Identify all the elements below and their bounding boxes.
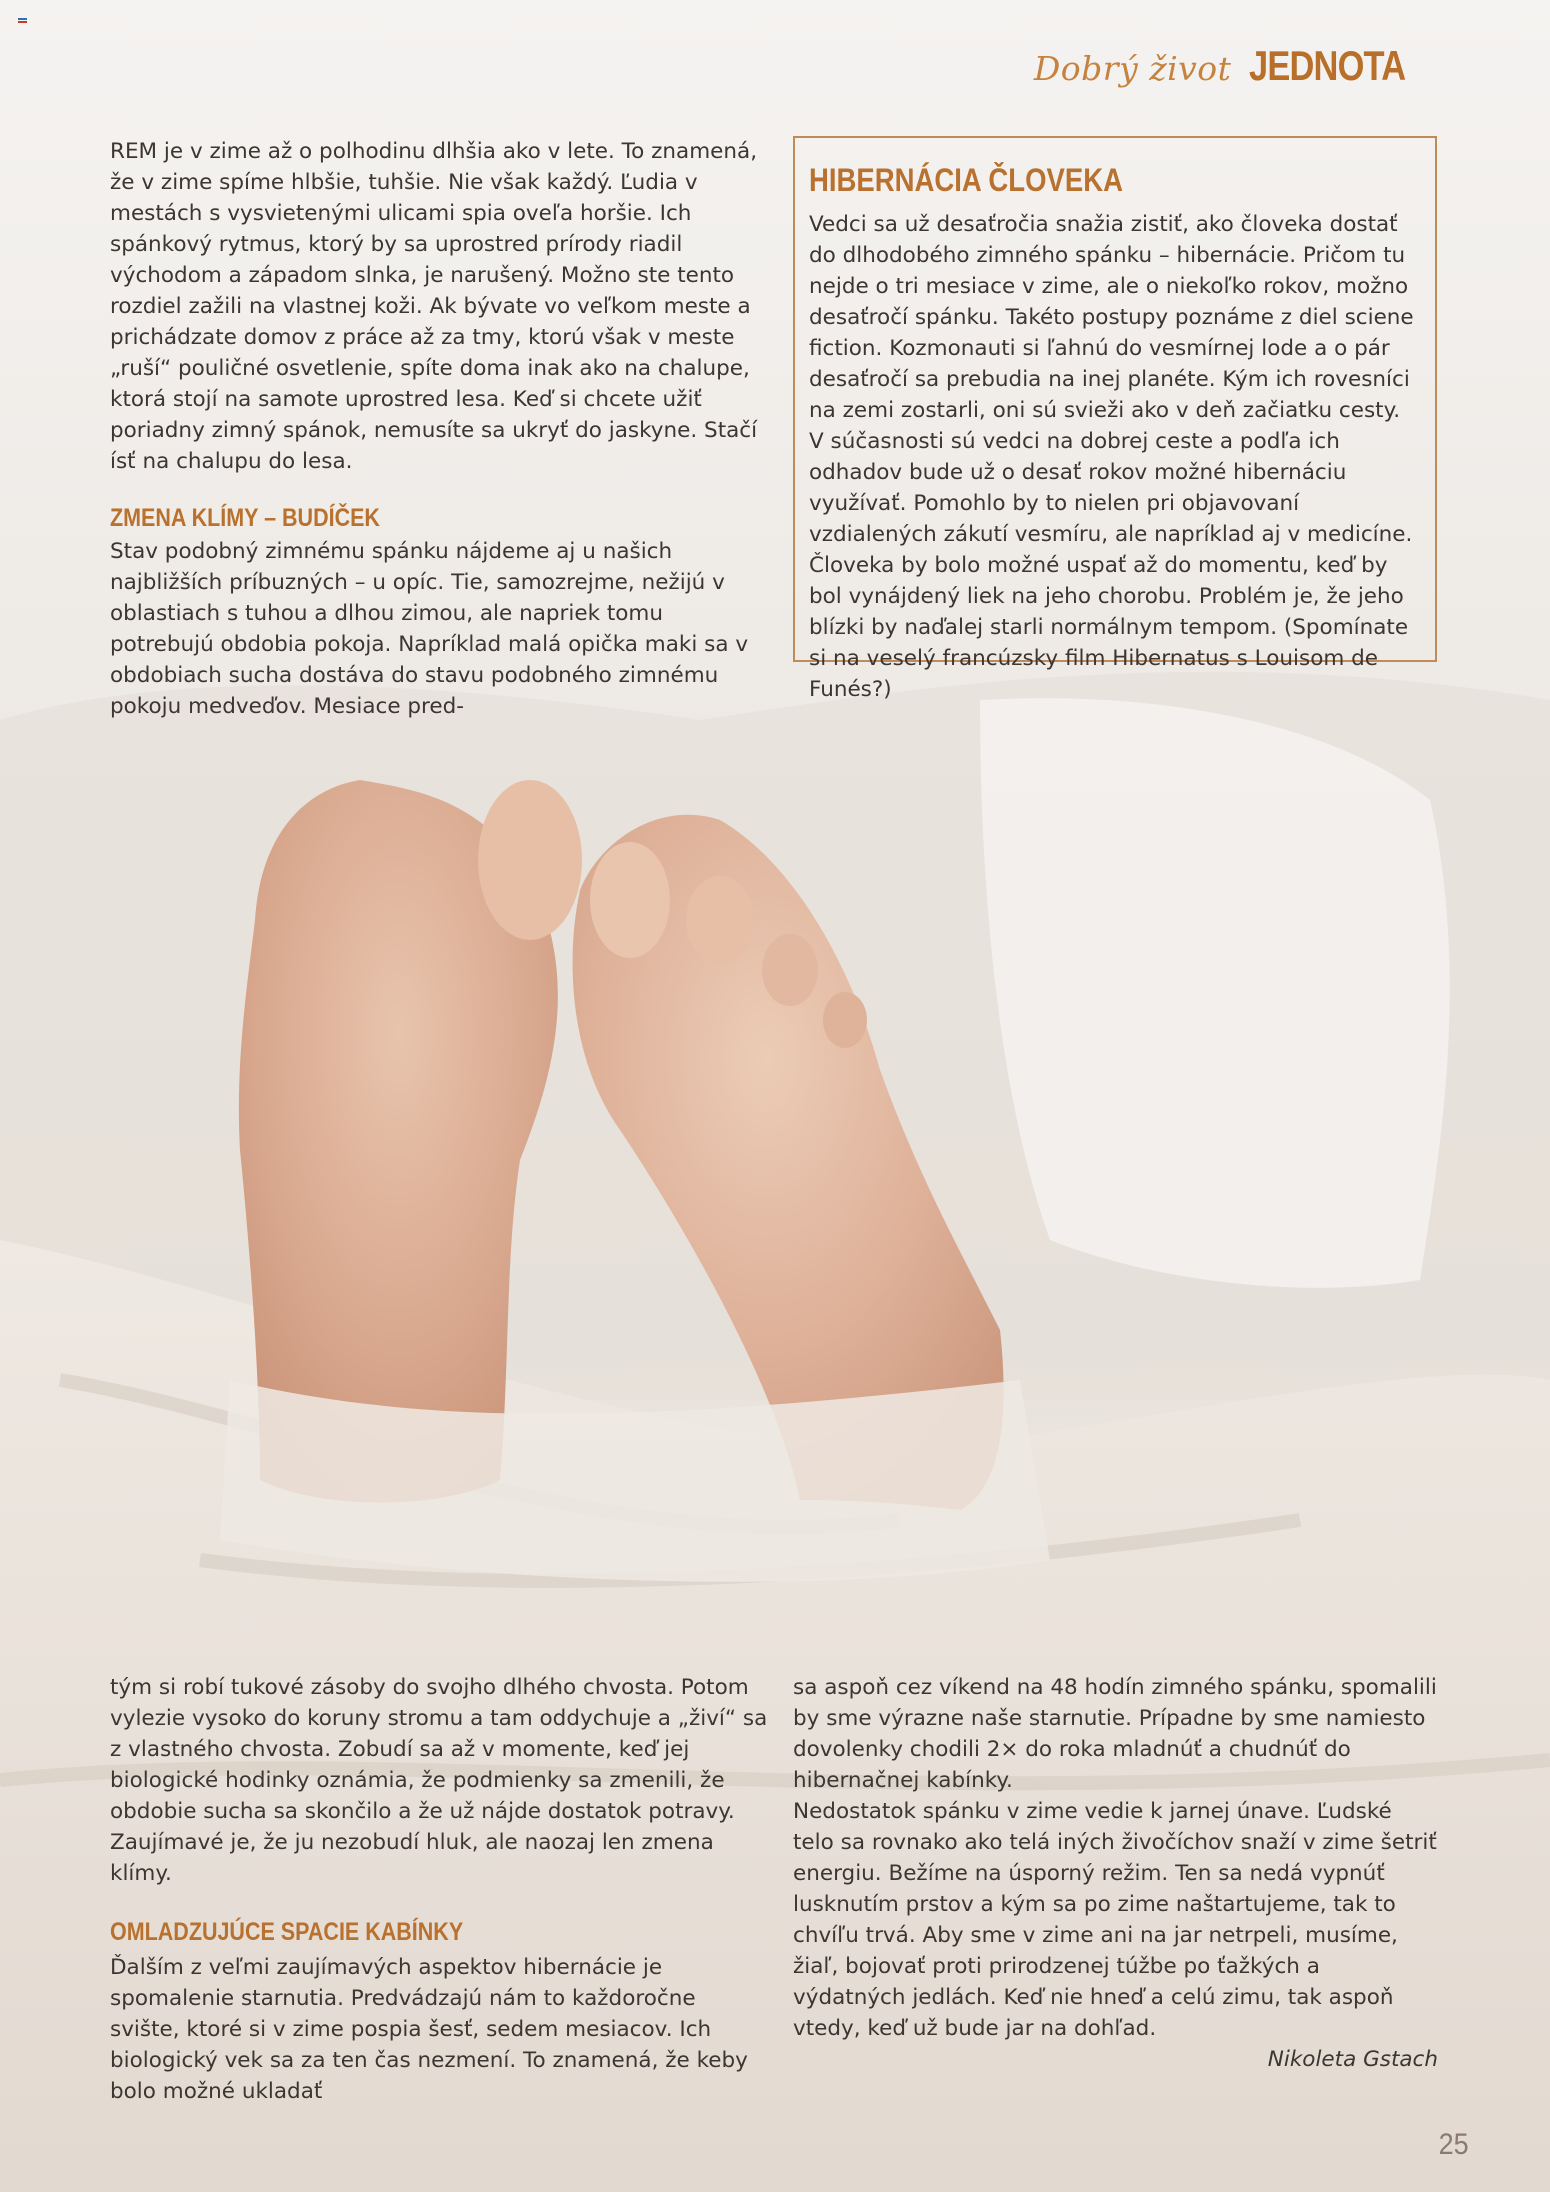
closing-column	[793, 1672, 1438, 2075]
sidebar-heading: HIBERNÁCIA ČLOVEKA	[809, 162, 1123, 198]
section-heading-cabins: OMLADZUJÚCE SPACIE KABÍNKY	[110, 1918, 464, 1946]
intro-column	[110, 136, 770, 722]
section-heading-climate: ZMENA KLÍMY – BUDÍČEK	[110, 504, 380, 532]
cabins-paragraph: Ďalším z veľmi zaujímavých aspektov hibernácie je spomalenie starnutia. Predvádzajú nám to každoročne svište, ktoré si v zime pospia šesť, sedem mesiacov. Ich biologický vek sa za ten čas nezmení. To znamená, že keby bolo možné ukladať	[110, 1955, 748, 2104]
climate-paragraph: Stav podobný zimnému spánku nájdeme aj u našich najbližších príbuzných – u opíc. Tie, samozrejme, nežijú v oblastiach s tuhou a dlhou zimou, ale napriek tomu potrebujú obdobia pokoja. Napríklad malá opička maki sa v obdobiach sucha dostáva do stavu podobného zimnému pokoju medveďov. Mesiace pred-	[110, 539, 749, 719]
author-signature: Nikoleta Gstach	[1267, 2047, 1438, 2072]
magazine-script-title: Dobrý život	[1033, 49, 1232, 88]
closing-paragraph-2: Nedostatok spánku v zime vedie k jarnej únave. Ľudské telo sa rovnako ako telá iných živočíchov snaží v zime šetriť energiu. Bežíme na úsporný režim. Ten sa nedá vypnúť lusknutím prstov a kým sa po zime naštartujeme, tak to chvíľu trvá. Aby sme v zime ani na jar netrpeli, musíme, žiaľ, bojovať proti prirodzenej túžbe po ťažkých a výdatných jedlách. Keď nie hneď a celú zimu, tak aspoň vtedy, keď už bude jar na dohľad.	[793, 1799, 1437, 2041]
continuation-column	[110, 1672, 770, 2107]
climate-continuation-paragraph: tým si robí tukové zásoby do svojho dlhého chvosta. Potom vylezie vysoko do koruny stromu a tam oddychuje a „živí“ sa z vlastného chvosta. Zobudí sa až v momente, keď jej biologické hodinky oznámia, že podmienky sa zmenili, že obdobie sucha sa skončilo a že už nájde dostatok potravy. Zaujímavé je, že ju nezobudí hluk, ale naozaj len zmena klímy.	[110, 1675, 768, 1886]
closing-paragraph-1: sa aspoň cez víkend na 48 hodín zimného spánku, spomalili by sme výrazne naše starnutie. Prípadne by sme namiesto dovolenky chodili 2× do roka mladnúť a chudnúť do hibernačnej kabínky.	[793, 1675, 1437, 1793]
sidebar-paragraph: Vedci sa už desaťročia snažia zistiť, ako človeka dostať do dlhodobého zimného spánku – hibernácie. Pričom tu nejde o tri mesiace v zime, ale o niekoľko rokov, možno desaťročí spánku. Takéto postupy poznáme z diel sciene fiction. Kozmonauti si ľahnú do vesmírnej lode a o pár desaťročí sa prebudia na inej planéte. Kým ich rovesníci na zemi zostarli, oni sú svieži ako v deň začiatku cesty. V súčasnosti sú vedci na dobrej ceste a podľa ich odhadov bude už o desať rokov možné hibernáciu využívať. Pomohlo by to nielen pri objavovaní vzdialených zákutí vesmíru, ale napríklad aj v medicíne. Človeka by bolo možné uspať až do momentu, keď by bol vynájdený liek na jeho chorobu. Problém je, že jeho blízki by naďalej starli normálnym tempom. (Spomínate si na veselý francúzsky film Hibernatus s Louisom de Funés?)	[809, 212, 1414, 702]
intro-paragraph: REM je v zime až o polhodinu dlhšia ako v lete. To znamená, že v zime spíme hlbšie, tuhšie. Nie však každý. Ľudia v mestách s vysvietenými ulicami spia oveľa horšie. Ich spánkový rytmus, ktorý by sa uprostred prírody riadil východom a západom slnka, je narušený. Možno ste tento rozdiel zažili na vlastnej koži. Ak bývate vo veľkom meste a prichádzate domov z práce až za tmy, ktorú však v meste „ruší“ pouličné osvetlenie, spíte doma inak ako na chalupe, ktorá stojí na samote uprostred lesa. Keď si chcete užiť poriadny zimný spánok, nemusíte sa ukryť do jaskyne. Stačí ísť na chalupu do lesa.	[110, 139, 758, 474]
page-number: 25	[1438, 2128, 1469, 2161]
hibernation-sidebar-box	[793, 136, 1437, 702]
corner-mark-icon	[18, 18, 27, 24]
masthead	[1034, 42, 1440, 98]
magazine-brand-logo: JEDNOTA	[1249, 42, 1406, 89]
